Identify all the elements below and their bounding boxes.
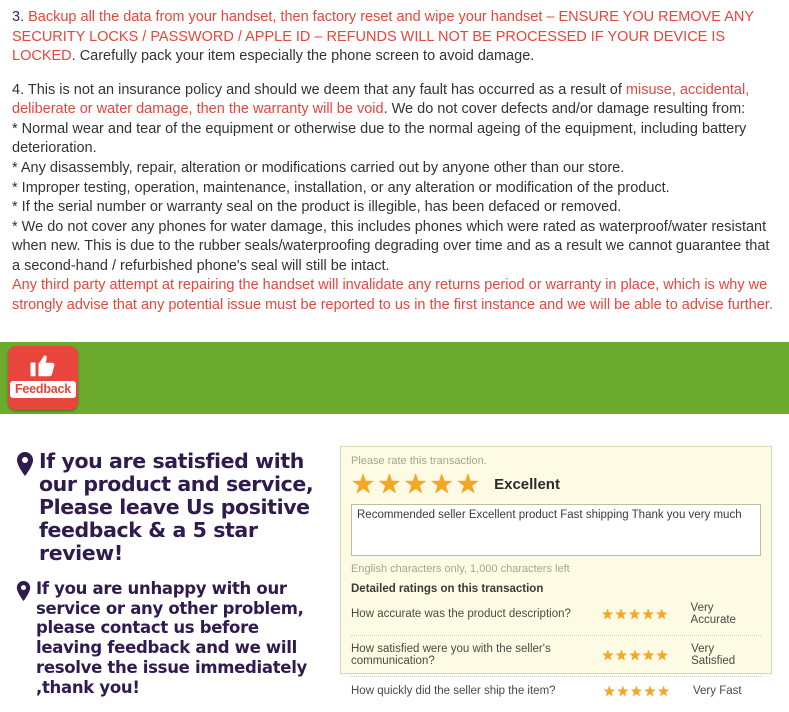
star-icon[interactable]: ★ bbox=[628, 647, 642, 663]
row-divider bbox=[351, 635, 761, 636]
star-icon[interactable]: ★ bbox=[601, 606, 614, 622]
overall-rating-label: Excellent bbox=[494, 476, 560, 493]
star-icon[interactable]: ★ bbox=[630, 683, 643, 699]
star-icon[interactable]: ★ bbox=[615, 647, 628, 663]
terms-bullet: * Normal wear and tear of the equipment or otherwise due to the normal ageing of the equipment, including battery deterioration. bbox=[12, 120, 747, 157]
rate-transaction-label: Please rate this transaction. bbox=[351, 455, 487, 467]
overall-rating-row[interactable] bbox=[351, 471, 761, 498]
star-icon[interactable]: ★ bbox=[403, 469, 428, 499]
detailed-rating-question: How accurate was the product description? bbox=[351, 608, 571, 620]
terms-item-3-highlight: Backup all the data from your handset, then factory reset and wipe your handset – ENSURE YOU REMOVE ANY SECURITY LOCKS / PASSWORD / APPLE ID – REFUNDS WILL NOT BE PROCESSED IF YOUR DEVICE IS LOCKED bbox=[12, 9, 754, 65]
promo-text-satisfied: If you are satisfied with our product and service, Please leave Us positive feedback & a 5 star review! bbox=[39, 449, 314, 565]
detailed-ratings-title: Detailed ratings on this transaction bbox=[351, 583, 544, 595]
feedback-banner bbox=[0, 342, 789, 414]
lower-section bbox=[0, 430, 789, 698]
feedback-badge bbox=[8, 346, 78, 410]
star-icon[interactable]: ★ bbox=[429, 469, 454, 499]
feedback-badge-label: Feedback bbox=[10, 381, 76, 398]
detailed-rating-value: Very Fast bbox=[693, 685, 742, 697]
promo-text-unhappy: If you are unhappy with our service or any other problem, please contact us before leaving feedback and we will resolve the issue immediately ,thank you! bbox=[36, 578, 308, 697]
terms-item-4-highlight: misuse, accidental, deliberate or water damage, then the warranty will be void bbox=[12, 81, 750, 118]
promo-block-satisfied bbox=[16, 450, 316, 565]
star-icon[interactable]: ★ bbox=[351, 469, 376, 499]
terms-bullet: * Any disassembly, repair, alteration or modifications carried out by anyone other than our store. bbox=[12, 159, 625, 176]
promo-block-unhappy bbox=[16, 579, 316, 698]
detailed-rating-row bbox=[351, 602, 761, 626]
star-icon[interactable]: ★ bbox=[643, 683, 657, 699]
terms-item-4 bbox=[12, 81, 777, 120]
detailed-rating-value: Very Satisfied bbox=[691, 643, 736, 667]
terms-bullet: * We do not cover any phones for water damage, this includes phones which were rated as waterproof/water resistant when new. This is due to the rubber seals/waterproofing degrading over time and as a result we cannot guarantee that a second-hand / refurbished phone's seal will still be intact. bbox=[12, 218, 770, 274]
review-comment-input[interactable] bbox=[351, 504, 761, 556]
location-pin-icon bbox=[16, 452, 34, 481]
star-icon[interactable]: ★ bbox=[642, 647, 655, 663]
detailed-rating-stars[interactable] bbox=[601, 607, 690, 621]
detailed-rating-row bbox=[351, 684, 761, 698]
terms-closing-warning: Any third party attempt at repairing the handset will invalidate any returns period or warranty in place, which is why we strongly advise that any potential issue must be reported to us in the first instance and we will be able to advise further. bbox=[12, 277, 773, 313]
detailed-rating-question: How quickly did the seller ship the item? bbox=[351, 685, 556, 697]
star-icon[interactable]: ★ bbox=[601, 647, 615, 663]
star-icon[interactable]: ★ bbox=[628, 606, 641, 622]
detailed-rating-row bbox=[351, 643, 761, 667]
detailed-rating-question: How satisfied were you with the seller's communication? bbox=[351, 643, 551, 667]
star-icon[interactable]: ★ bbox=[641, 606, 655, 622]
terms-bullet-list bbox=[12, 120, 777, 277]
star-icon[interactable]: ★ bbox=[614, 606, 628, 622]
detailed-rating-stars[interactable] bbox=[602, 648, 691, 662]
star-icon[interactable]: ★ bbox=[655, 606, 668, 622]
review-card bbox=[340, 446, 772, 699]
terms-bullet: * If the serial number or warranty seal on the product is illegible, has been defaced or removed. bbox=[12, 199, 622, 216]
star-icon[interactable]: ★ bbox=[603, 683, 616, 699]
terms-item-4-tail: . We do not cover defects and/or damage resulting from: bbox=[383, 101, 746, 118]
location-pin-icon bbox=[16, 581, 31, 606]
thumbs-up-icon bbox=[28, 350, 58, 380]
detailed-rating-value: Very Accurate bbox=[690, 602, 736, 626]
detailed-rating-stars[interactable] bbox=[603, 684, 693, 698]
star-icon[interactable]: ★ bbox=[657, 683, 670, 699]
star-icon[interactable]: ★ bbox=[655, 647, 669, 663]
terms-item-4-lead: 4. This is not an insurance policy and should we deem that any fault has occurred as a result of bbox=[12, 81, 626, 98]
terms-bullet: * Improper testing, operation, maintenance, installation, or any alteration or modification of the product. bbox=[12, 179, 670, 196]
star-icon[interactable]: ★ bbox=[377, 469, 402, 499]
character-count-note: English characters only, 1,000 characters left bbox=[351, 563, 570, 575]
terms-item-3 bbox=[12, 8, 777, 67]
star-icon[interactable]: ★ bbox=[455, 469, 481, 499]
row-divider bbox=[351, 676, 761, 677]
terms-item-3-prefix: 3. bbox=[12, 9, 29, 25]
promo-column bbox=[16, 450, 316, 712]
terms-section bbox=[0, 0, 789, 315]
star-icon[interactable]: ★ bbox=[616, 683, 630, 699]
terms-item-3-suffix: . Carefully pack your item especially the phone screen to avoid damage. bbox=[71, 48, 535, 65]
